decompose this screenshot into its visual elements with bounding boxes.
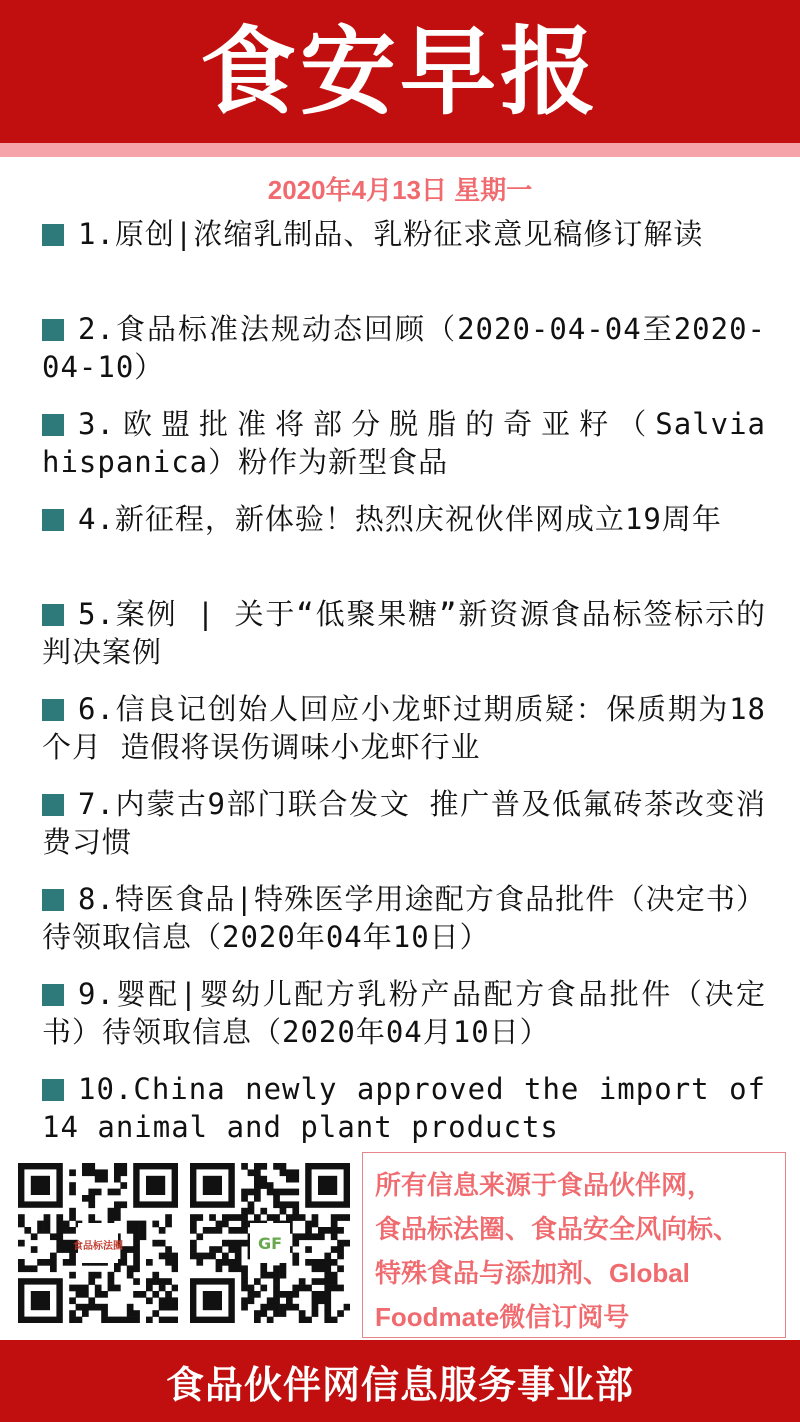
news-item[interactable] [42, 215, 766, 310]
header-banner [0, 0, 800, 143]
news-item[interactable] [42, 880, 766, 975]
square-bullet-icon [42, 794, 64, 816]
news-headline: 10.China newly approved the import of 14 animal and plant products [42, 1072, 766, 1144]
news-headline: 6.信良记创始人回应小龙虾过期质疑：保质期为18个月 造假将误伤调味小龙虾行业 [42, 692, 766, 764]
news-item[interactable] [42, 310, 766, 405]
info-box [362, 1152, 786, 1338]
square-bullet-icon [42, 699, 64, 721]
news-item[interactable] [42, 1070, 766, 1165]
news-item[interactable] [42, 690, 766, 785]
qr-logo-text: 食品标法圈 [73, 1241, 123, 1252]
news-headline: 2.食品标准法规动态回顾（2020-04-04至2020-04-10） [42, 312, 766, 384]
square-bullet-icon [42, 224, 64, 246]
date-line: 2020年4月13日 星期一 [267, 175, 533, 205]
square-bullet-icon [42, 414, 64, 436]
news-headline: 1.原创|浓缩乳制品、乳粉征求意见稿修订解读 [78, 217, 704, 251]
qr-code-gf-icon [190, 1163, 350, 1323]
header-stripe [0, 143, 800, 157]
news-headline: 4.新征程，新体验！热烈庆祝伙伴网成立19周年 [78, 502, 722, 536]
news-item[interactable] [42, 500, 766, 595]
square-bullet-icon [42, 319, 64, 341]
qr-code-icon[interactable] [190, 1163, 350, 1323]
info-line: 所有信息来源于食品伙伴网， [375, 1170, 714, 1200]
footer-text: 食品伙伴网信息服务事业部 [165, 1362, 634, 1407]
news-item[interactable] [42, 785, 766, 880]
square-bullet-icon [42, 984, 64, 1006]
qr-code-icon[interactable] [18, 1163, 178, 1323]
news-list [42, 215, 766, 1165]
news-item[interactable] [42, 975, 766, 1070]
news-item[interactable] [42, 405, 766, 500]
info-line: 特殊食品与添加剂、Global [375, 1258, 690, 1288]
info-line: 食品标法圈、食品安全风向标、 [375, 1214, 740, 1244]
square-bullet-icon [42, 509, 64, 531]
news-headline: 3.欧盟批准将部分脱脂的奇亚籽（Salvia hispanica）粉作为新型食品 [42, 407, 766, 479]
square-bullet-icon [42, 1079, 64, 1101]
square-bullet-icon [42, 889, 64, 911]
qr-code-biaofaquan-icon [18, 1163, 178, 1323]
news-headline: 8.特医食品|特殊医学用途配方食品批件（决定书）待领取信息（2020年04年10日） [42, 882, 766, 954]
qr-logo-text: GF [257, 1234, 283, 1253]
square-bullet-icon [42, 604, 64, 626]
news-headline: 7.内蒙古9部门联合发文 推广普及低氟砖茶改变消费习惯 [42, 787, 766, 859]
page-title: 食安早报 [200, 15, 600, 128]
info-line: Foodmate微信订阅号 [375, 1302, 630, 1332]
news-headline: 5.案例 | 关于“低聚果糖”新资源食品标签标示的判决案例 [42, 597, 766, 669]
news-headline: 9.婴配|婴幼儿配方乳粉产品配方食品批件（决定书）待领取信息（2020年04月10日） [42, 977, 766, 1049]
footer-banner [0, 1340, 800, 1422]
news-item[interactable] [42, 595, 766, 690]
